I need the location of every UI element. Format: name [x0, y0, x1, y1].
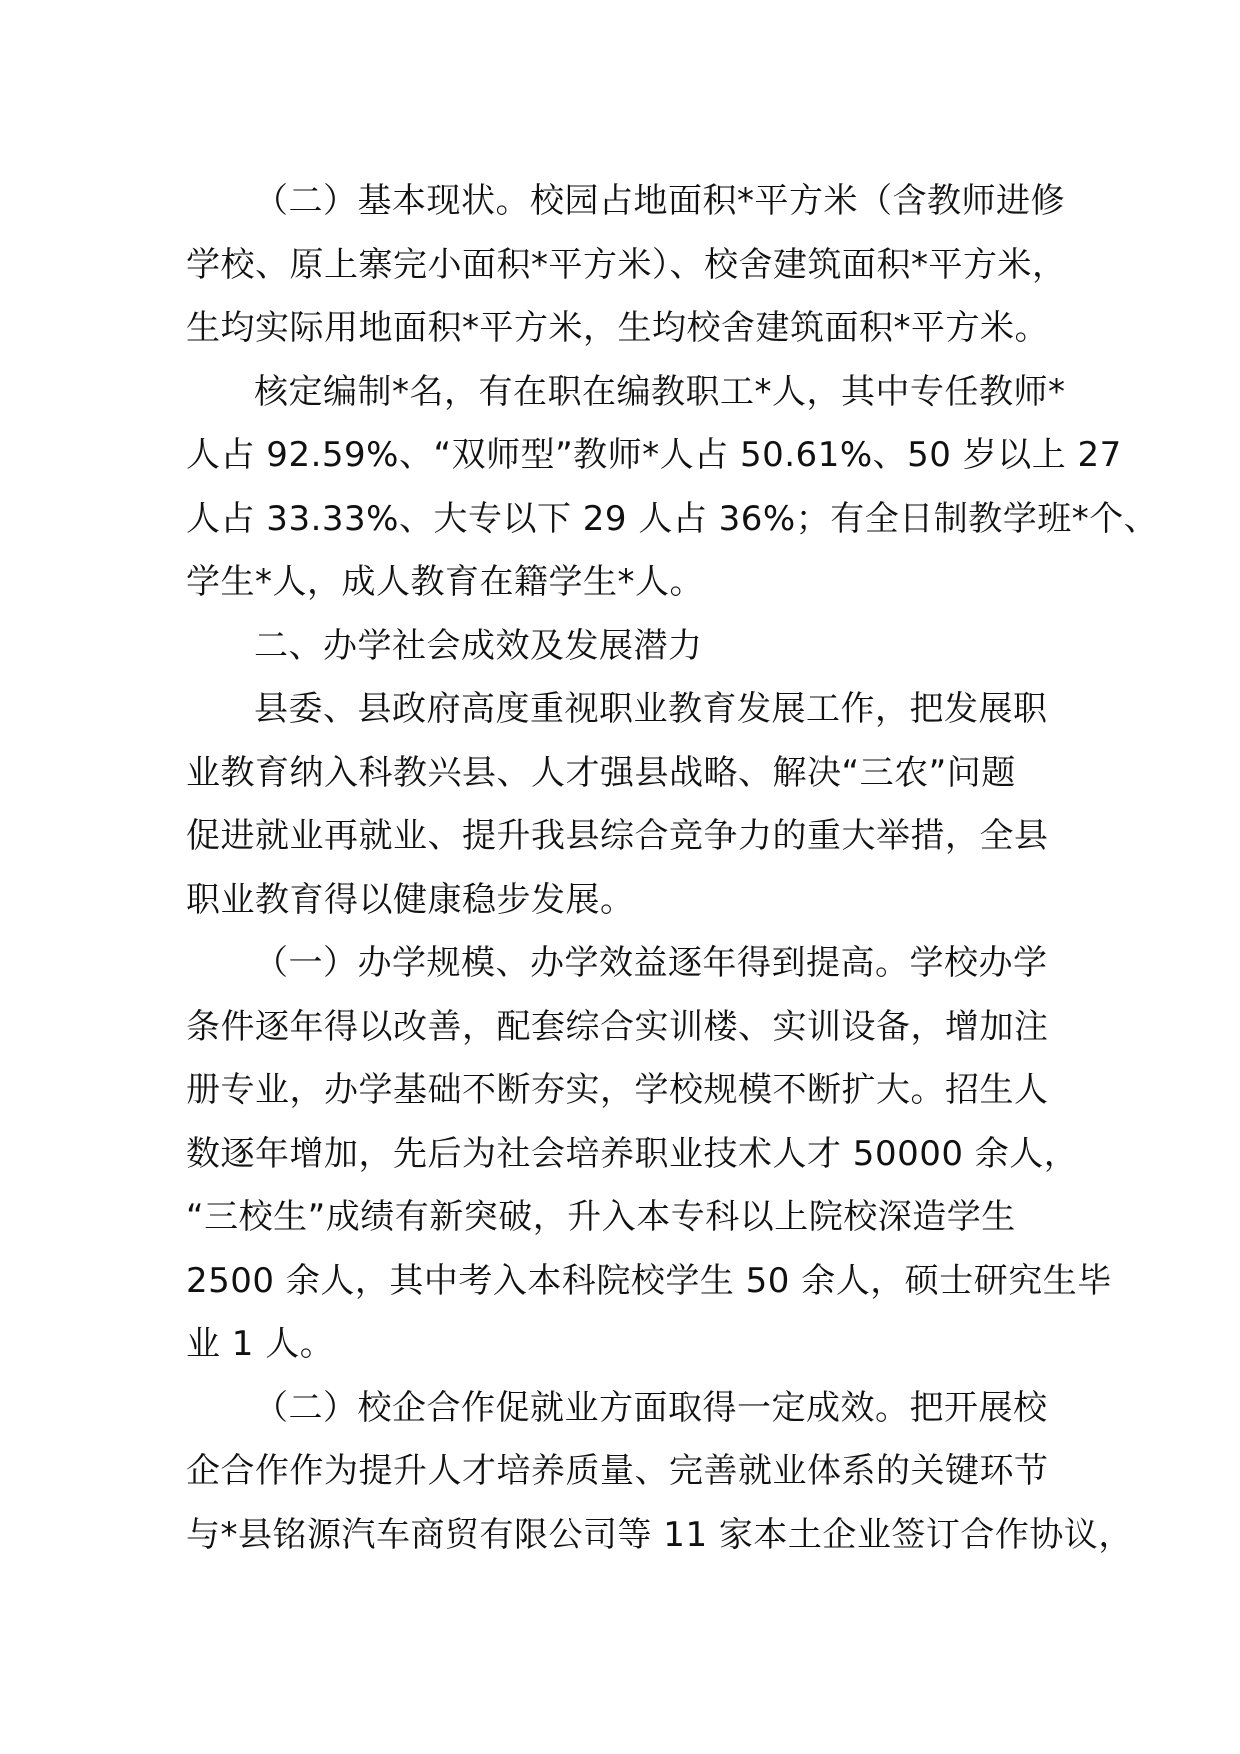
- paragraph-scale-benefit: [186, 932, 1112, 1377]
- text-line: 业 1 人。: [186, 1324, 335, 1364]
- document-body: [186, 170, 1159, 1567]
- text-line: （二）基本现状。校园占地面积*平方米（含教师进修: [254, 181, 1065, 221]
- paragraph-staffing: [186, 361, 1159, 615]
- text-line: （二）校企合作促就业方面取得一定成效。把开展校: [254, 1387, 1048, 1428]
- text-line: 职业教育得以健康稳步发展。: [186, 879, 635, 920]
- text-line: 县委、县政府高度重视职业教育发展工作，把发展职: [254, 689, 1048, 729]
- text-line: 人占 92.59%、“双师型”教师*人占 50.61%、50 岁以上 27: [186, 435, 1122, 475]
- text-line: 与*县铭源汽车商贸有限公司等 11 家本土企业签订合作协议，: [186, 1514, 1133, 1555]
- paragraph-school-enterprise: [186, 1377, 1133, 1568]
- text-line: 核定编制*名，有在职在编教职工*人，其中专任教师*: [254, 371, 1066, 412]
- text-line: 2500 余人，其中考入本科院校学生 50 余人，硕士研究生毕: [186, 1260, 1112, 1301]
- text-line: 企合作作为提升人才培养质量、完善就业体系的关键环节: [186, 1451, 1049, 1491]
- text-line: 条件逐年得以改善，配套综合实训楼、实训设备，增加注: [186, 1006, 1049, 1047]
- text-line: 生均实际用地面积*平方米，生均校舍建筑面积*平方米。: [186, 308, 1049, 348]
- paragraph-county-support: [186, 678, 1066, 932]
- text-line: “三校生”成绩有新突破，升入本专科以上院校深造学生: [186, 1197, 1016, 1237]
- paragraph-basic-status: [186, 170, 1066, 361]
- heading-line: 二、办学社会成效及发展潜力: [254, 625, 703, 666]
- section-heading: [186, 615, 1066, 679]
- text-line: 学校、原上寨完小面积*平方米）、校舍建筑面积*平方米，: [186, 244, 1067, 285]
- text-line: 业教育纳入科教兴县、人才强县战略、解决“三农”问题: [186, 752, 1016, 793]
- text-line: 数逐年增加，先后为社会培养职业技术人才 50000 余人，: [186, 1133, 1079, 1174]
- text-line: 人占 33.33%、大专以下 29 人占 36%；有全日制教学班*个、: [186, 498, 1159, 539]
- text-line: 册专业，办学基础不断夯实，学校规模不断扩大。招生人: [186, 1070, 1049, 1110]
- text-line: 促进就业再就业、提升我县综合竞争力的重大举措，全县: [186, 816, 1049, 856]
- text-line: （一）办学规模、办学效益逐年得到提高。学校办学: [254, 943, 1048, 983]
- text-line: 学生*人，成人教育在籍学生*人。: [186, 562, 704, 602]
